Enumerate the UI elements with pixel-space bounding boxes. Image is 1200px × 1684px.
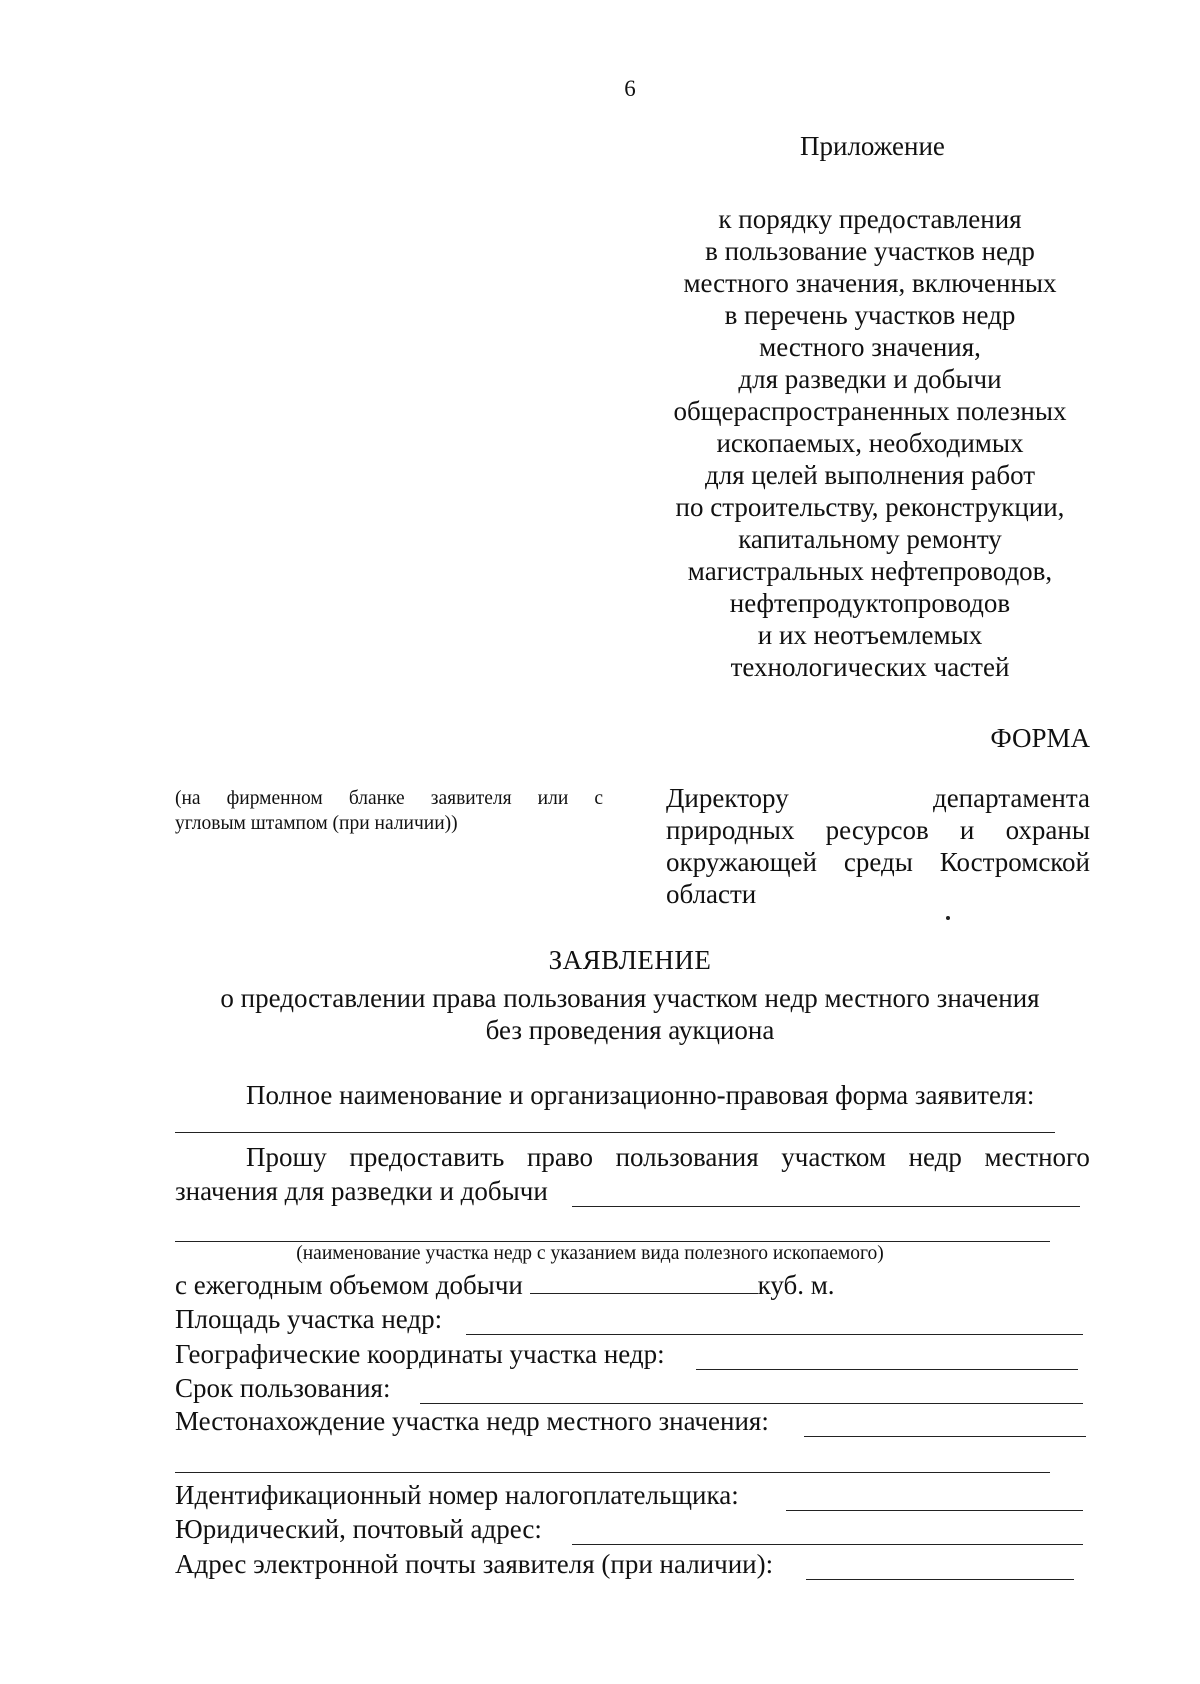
addressee-word: области xyxy=(666,879,757,909)
addressee-word: ресурсов xyxy=(825,815,929,845)
request-word: участком xyxy=(781,1142,886,1172)
volume-field[interactable] xyxy=(530,1271,758,1294)
request-word: право xyxy=(526,1142,593,1172)
subtitle-line: без проведения аукциона xyxy=(485,1015,775,1045)
request-word: недр xyxy=(908,1142,962,1172)
applicant-name-label: Полное наименование и организационно-правовая форма заявителя: xyxy=(246,1080,1035,1110)
page-number: 6 xyxy=(624,76,636,101)
document-title: ЗАЯВЛЕНИЕ xyxy=(548,945,712,975)
coords-field[interactable] xyxy=(696,1369,1078,1370)
addressee-word: природных xyxy=(666,815,795,845)
letterhead-note-line: угловым штампом (при наличии)) xyxy=(175,813,458,834)
appendix-label: Приложение xyxy=(800,131,945,161)
order-line: нефтепродуктопроводов xyxy=(729,588,1011,618)
email-field[interactable] xyxy=(806,1579,1074,1580)
order-line: и их неотъемлемых xyxy=(757,620,983,650)
request-line-2: значения для разведки и добычи xyxy=(175,1176,548,1206)
request-word: предоставить xyxy=(349,1142,505,1172)
order-line: ископаемых, необходимых xyxy=(716,428,1024,458)
order-line: для целей выполнения работ xyxy=(704,460,1036,490)
addressee-word: среды xyxy=(843,847,913,877)
inn-field[interactable] xyxy=(786,1510,1083,1511)
coords-label: Географические координаты участка недр: xyxy=(175,1339,665,1369)
addressee-word: окружающей xyxy=(666,847,817,877)
addressee-block xyxy=(666,782,1090,910)
addressee-word: Костромской xyxy=(939,847,1090,877)
order-line: местного значения, включенных xyxy=(683,268,1057,298)
volume-label: с ежегодным объемом добычи xyxy=(175,1270,523,1300)
term-label: Срок пользования: xyxy=(175,1373,391,1403)
request-word: пользования xyxy=(615,1142,759,1172)
location-field[interactable] xyxy=(804,1436,1086,1437)
area-field[interactable] xyxy=(466,1334,1083,1335)
document-subtitle xyxy=(0,982,1200,1046)
area-label: Площадь участка недр: xyxy=(175,1304,443,1334)
order-line: по строительству, реконструкции, xyxy=(675,492,1065,522)
address-label: Юридический, почтовый адрес: xyxy=(175,1514,542,1544)
addressee-word: Директору xyxy=(666,783,789,813)
letterhead-note-line: (на фирменном бланке заявителя или с xyxy=(175,788,603,809)
term-field[interactable] xyxy=(420,1403,1083,1404)
addressee-word: и xyxy=(959,815,975,845)
location-field-line-2[interactable] xyxy=(175,1472,1050,1473)
subtitle-line: о предоставлении права пользования участком недр местного значения xyxy=(220,983,1040,1013)
request-word: Прошу xyxy=(246,1142,327,1172)
applicant-name-field[interactable] xyxy=(175,1132,1055,1133)
order-line: к порядку предоставления xyxy=(718,204,1022,234)
stray-dot xyxy=(946,916,950,920)
plot-name-caption: (наименование участка недр с указанием вида полезного ископаемого) xyxy=(296,1243,884,1264)
inn-label: Идентификационный номер налогоплательщика: xyxy=(175,1480,739,1510)
order-line: в перечень участков недр xyxy=(724,300,1016,330)
volume-row xyxy=(175,1270,835,1301)
mineral-field[interactable] xyxy=(572,1206,1080,1207)
order-line: общераспространенных полезных xyxy=(673,396,1067,426)
email-label: Адрес электронной почты заявителя (при наличии): xyxy=(175,1549,774,1579)
order-line: технологических частей xyxy=(730,652,1010,682)
order-line: магистральных нефтепроводов, xyxy=(687,556,1053,586)
order-line: для разведки и добычи xyxy=(738,364,1002,394)
order-line: капитальному ремонту xyxy=(738,524,1002,554)
letterhead-note xyxy=(175,786,603,836)
plot-name-field[interactable] xyxy=(175,1241,1050,1242)
order-line: в пользование участков недр xyxy=(705,236,1035,266)
volume-unit: куб. м. xyxy=(757,1270,835,1300)
order-line: местного значения, xyxy=(759,332,981,362)
addressee-word: департамента xyxy=(932,783,1090,813)
address-field[interactable] xyxy=(572,1544,1083,1545)
addressee-word: охраны xyxy=(1005,815,1090,845)
request-word: местного xyxy=(984,1142,1090,1172)
request-line xyxy=(246,1142,1090,1173)
location-label: Местонахождение участка недр местного значения: xyxy=(175,1406,769,1436)
order-reference xyxy=(640,203,1100,683)
form-label: ФОРМА xyxy=(990,723,1090,753)
